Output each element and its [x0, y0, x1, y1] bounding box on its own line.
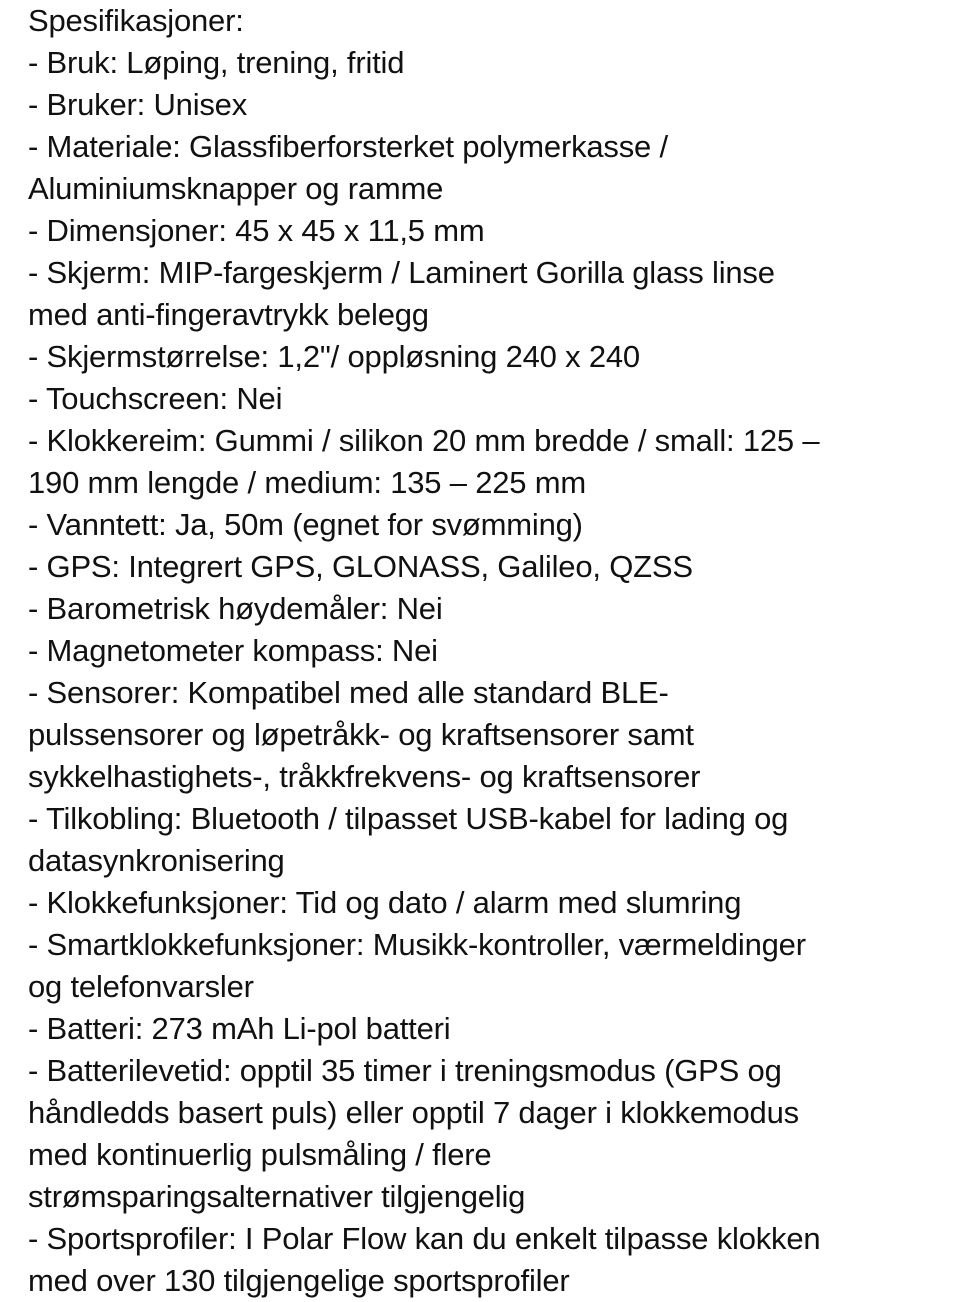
spec-line-sport-profiles-cont: med over 130 tilgjengelige sportsprofiler — [28, 1263, 570, 1298]
spec-line-material-cont: Aluminiumsknapper og ramme — [28, 171, 444, 206]
spec-line-screen-size: - Skjermstørrelse: 1,2"/ oppløsning 240 x 240 — [28, 339, 640, 374]
spec-line-strap: - Klokkereim: Gummi / silikon 20 mm bredde / small: 125 – — [28, 423, 820, 458]
spec-line-smart-functions: - Smartklokkefunksjoner: Musikk-kontroller, værmeldinger — [28, 927, 806, 962]
spec-heading: Spesifikasjoner: — [28, 3, 244, 38]
spec-line-sensors-cont: pulssensorer og løpetråkk- og kraftsensorer samt — [28, 717, 694, 752]
spec-line-watch-functions: - Klokkefunksjoner: Tid og dato / alarm med slumring — [28, 885, 742, 920]
spec-line-waterproof: - Vanntett: Ja, 50m (egnet for svømming) — [28, 507, 583, 542]
spec-line-gps: - GPS: Integrert GPS, GLONASS, Galileo, QZSS — [28, 549, 693, 584]
spec-line-touchscreen: - Touchscreen: Nei — [28, 381, 283, 416]
spec-line-battery: - Batteri: 273 mAh Li-pol batteri — [28, 1011, 451, 1046]
spec-line-compass: - Magnetometer kompass: Nei — [28, 633, 438, 668]
spec-line-sport-profiles: - Sportsprofiler: I Polar Flow kan du enkelt tilpasse klokken — [28, 1221, 821, 1256]
spec-document — [28, 0, 943, 1302]
spec-line-user: - Bruker: Unisex — [28, 87, 248, 122]
spec-line-battery-life-cont: strømsparingsalternativer tilgjengelig — [28, 1179, 526, 1214]
spec-line-sensors: - Sensorer: Kompatibel med alle standard BLE- — [28, 675, 669, 710]
spec-line-barometer: - Barometrisk høydemåler: Nei — [28, 591, 443, 626]
spec-line-battery-life-cont: håndledds basert puls) eller opptil 7 dager i klokkemodus — [28, 1095, 799, 1130]
spec-line-strap-cont: 190 mm lengde / medium: 135 – 225 mm — [28, 465, 586, 500]
spec-line-sensors-cont: sykkelhastighets-, tråkkfrekvens- og kraftsensorer — [28, 759, 701, 794]
spec-line-battery-life-cont: med kontinuerlig pulsmåling / flere — [28, 1137, 492, 1172]
spec-line-dimensions: - Dimensjoner: 45 x 45 x 11,5 mm — [28, 213, 485, 248]
spec-line-connectivity-cont: datasynkronisering — [28, 843, 285, 878]
spec-line-usage: - Bruk: Løping, trening, fritid — [28, 45, 405, 80]
spec-line-battery-life: - Batterilevetid: opptil 35 timer i treningsmodus (GPS og — [28, 1053, 782, 1088]
spec-line-connectivity: - Tilkobling: Bluetooth / tilpasset USB-kabel for lading og — [28, 801, 789, 836]
spec-line-screen-cont: med anti-fingeravtrykk belegg — [28, 297, 429, 332]
spec-line-smart-functions-cont: og telefonvarsler — [28, 969, 254, 1004]
spec-line-material: - Materiale: Glassfiberforsterket polymerkasse / — [28, 129, 668, 164]
spec-line-screen: - Skjerm: MIP-fargeskjerm / Laminert Gorilla glass linse — [28, 255, 775, 290]
